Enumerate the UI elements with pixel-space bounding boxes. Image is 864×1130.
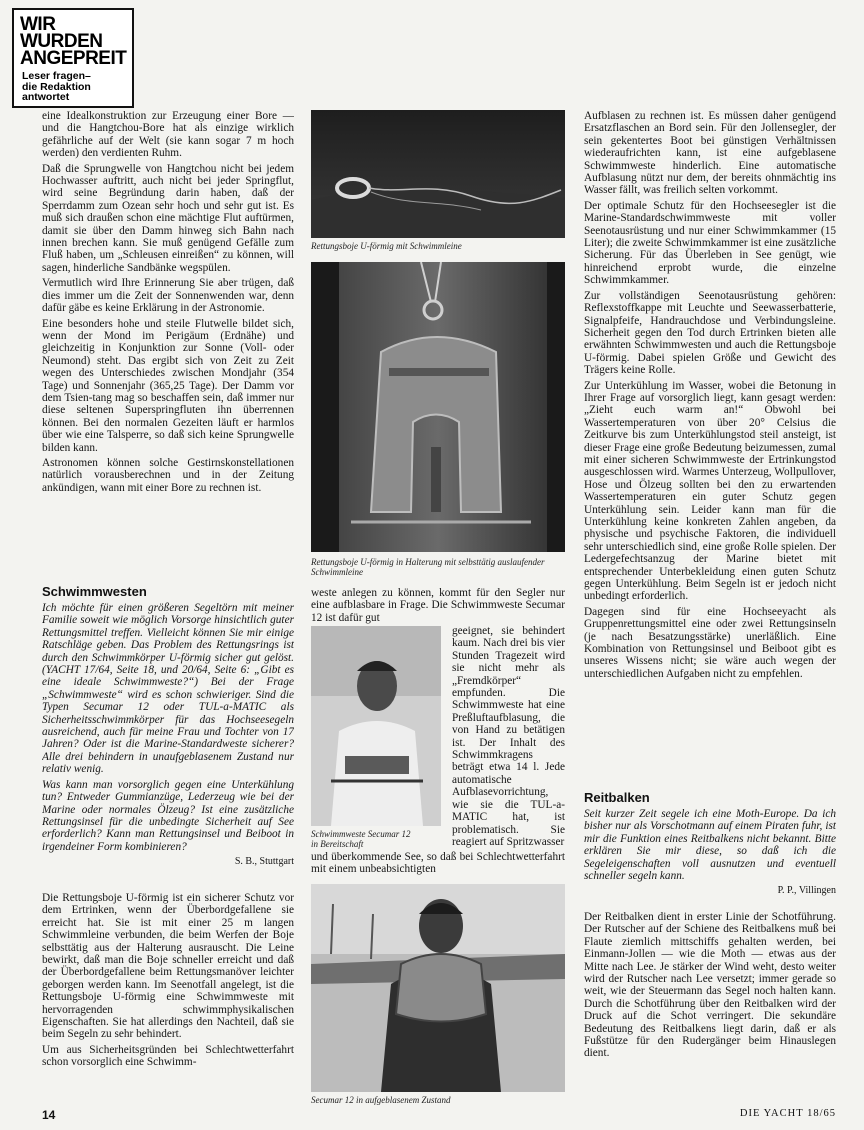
paragraph: Um aus Sicherheitsgründen bei Schlechtwetterfahrt schon vorsorglich eine Schwimm-: [42, 1043, 294, 1069]
paragraph: Der Reitbalken dient in erster Linie der Schotführung. Der Rutscher auf der Schiene des Reitbalkens muß bei Flaute ziemlich mittschiffs gehalten werden, bei Einmann-Jollen — wie die Moth — etwas aus der Mitte nach Lee. Je stärker der Wind weht, desto weiter wird der Rutscher nach Lee versetzt; immer gerade so weit, wie der Steuermann das Segel noch halten kann. Durch die Schotführung über den Reitbalken wird der Druck auf die Schot verringert. Die sekundäre Bedeutung des Reitbalkens liegt darin, daß er als Fußstütze für den Rudergänger beim Hinauslegen dient.: [584, 911, 836, 1060]
answer-schwimmwesten-start: [42, 892, 294, 1107]
paragraph: Der optimale Schutz für den Hochseesegler ist die Marine-Standardschwimmweste mit voller Seenotausrüstung und nur einer Schwimmkammer (15 Liter); die zweite Schwimmkammer ist eine zusätzliche Sicherung. Für das Überleben in See genügt, wie hinreichend erprobt wurde, die einzelne Schwimmkammer.: [584, 199, 836, 287]
paragraph: Vermutlich wird Ihre Erinnerung Sie aber trügen, daß dies immer um die Zeit der Sonnenwenden war, denn dafür gäbe es keine Erklärung in der Astronomie.: [42, 277, 294, 315]
reader-question-reitbalken: [584, 808, 836, 904]
paragraph: Eine besonders hohe und steile Flutwelle bildet sich, wenn der Mond im Perigäum (Erdnähe) und gleichzeitig in Konjunktion zur Sonne (Voll- oder Neumond) steht. Das ergibt sich von Zeit zu Zeit wegen des Unterschiedes zwischen Mondjahr (354 Tage) und Sonnenjahr (365,25 Tage). Der Damm vor dem Tsien-tang mag so beschaffen sein, daß immer nur diese seltenen Superspringfluten ihn überrennen können. Bei den normalen Gezeiten läuft er harmlos über wie eine Talsperre, so daß sich keine Sprungwelle bilden kann.: [42, 317, 294, 454]
caption-photo-4: Secumar 12 in aufgeblasenem Zustand: [311, 1095, 451, 1105]
signature: S. B., Stuttgart: [234, 856, 294, 868]
caption-photo-1: Rettungsboje U-förmig mit Schwimmleine: [311, 241, 462, 251]
brand-title-line-3: ANGEPREIT: [20, 48, 127, 69]
paragraph: Astronomen können solche Gestirnskonstellationen natürlich vorausberechnen und in der Zeitung ankündigen, wann mit einer Bore zu rechnen ist.: [42, 456, 294, 494]
reader-question-schwimmwesten: [42, 602, 294, 870]
paragraph: Zur vollständigen Seenotausrüstung gehören: Reflexstoffkappe mit Leuchte und Seewasserbatterie, Signalpfeife, Handrauchdose und Verbindungsleine. Sicherheit gegen den Tod durch Ertrinken bieten alle erwähnten Schwimmwesten und auch die Rettungsboje U-förmig. Dabei spielen Größe und Gewicht des Trägers keine Rolle.: [584, 289, 836, 377]
caption-line: in Bereitschaft: [311, 839, 364, 849]
paragraph: Dagegen sind für eine Hochseeyacht als Gruppenrettungsmittel eine oder zwei Rettungsinseln (je nach Besatzungsstärke) unerläßlich. Eine Kombination von Rettungsinsel und Beiboot gibt es unseres Wissens nicht; sie wäre auch wegen der unterschiedlichen Aufgaben nicht zu empfehlen.: [584, 605, 836, 680]
column-brand-box: [12, 8, 134, 108]
column-3-top: [584, 110, 836, 762]
answer-reitbalken: [584, 911, 836, 1103]
section-heading-reitbalken: Reitbalken: [584, 790, 650, 805]
photo-secumar-aufgeblasen: [311, 884, 565, 1092]
brand-subtitle-line-1: Leser fragen–: [22, 70, 91, 82]
buoy-in-mount-image: [311, 262, 565, 552]
paragraph: eine Idealkonstruktion zur Erzeugung einer Bore — und die Hangtchou-Bore hat als einzige wirklich gefährliche auf der Welt (sie kann sogar 7 m hoch werden) den verdienten Ruhm.: [42, 110, 294, 160]
man-with-inflated-vest-image: [311, 884, 565, 1092]
column-1-top: [42, 110, 294, 542]
brand-title-line-1: WIR: [20, 14, 56, 35]
paragraph: geeignet, sie behindert kaum. Nach drei bis vier Stunden Tragezeit wird sie nicht mehr als „Fremdkörper“ empfunden. Die Schwimmweste hat eine Preßluftaufblasung, die von Hand zu betätigen ist. Der Inhalt des Schwimmkragens beträgt etwa 14 l. Jede automatische Aufblasevorrichtung, wie sie die TUL-a-MATIC hat, ist problematisch. Sie reagiert auf Spritzwasser: [452, 625, 565, 848]
paragraph: und überkommende See, so daß bei Schlechtwetterfahrt mit einem unbeabsichtigten: [311, 851, 565, 876]
column-2-text-bottom: [311, 851, 565, 877]
question-paragraph: Was kann man vorsorglich gegen eine Unterkühlung tun? Entweder Gummianzüge, Lederzeug wie bei der Marine oder normales Ölzeug? Ist eine zusätzliche Rettungsinsel für die unbedingte Sicherheit auf See erforderlich? Kann man Rettungsinsel und Beiboot in irgendeiner Form kombinieren?: [42, 778, 294, 853]
caption-photo-3: [311, 829, 441, 849]
page-number: 14: [42, 1108, 56, 1122]
magazine-footer: DIE YACHT 18/65: [739, 1108, 836, 1119]
ring-buoy-on-deck-image: [311, 110, 565, 238]
paragraph: Daß die Sprungwelle von Hangtchou nicht bei jedem Hochwasser auftritt, auch nicht bei jeder Springflut, wird seine Begründung darin haben, daß der Sperrdamm zum Ozean sehr hoch und sehr gut ist. Es muß sich draußen schon eine mächtige Flut auftürmen, damit sie über den Damm hinweg sich Bahn nach innen brechen kann. Sie muß genügend Gefälle zum Fluß haben, um „Schleusen einreißen“ zu können, will sagen, hinderliche Sandbänke wegspülen.: [42, 162, 294, 274]
paragraph: weste anlegen zu können, kommt für den Segler nur eine aufblasbare in Frage. Die Schwimmweste Secumar 12 ist dafür gut: [311, 587, 565, 624]
brand-subtitle: [22, 71, 132, 103]
man-with-vest-image: [311, 626, 441, 826]
brand-subtitle-line-2: die Redaktion: [22, 80, 91, 93]
question-paragraph: Ich möchte für einen größeren Segeltörn mit meiner Familie soweit wie möglich Vorsorge hinsichtlich guter Rettungsmittel treffen. Vielleicht können Sie mir einige Ratschläge geben. Das Problem des Rettungsrings ist durch den Schwimmkörper U-förmig sicher gut gelöst. (YACHT 17/64, Seite 18, und 20/64, Seite 6: „Gibt es eine ideale Schwimmweste?“) Bei der Frage „Schwimmweste“ wird es schon schwieriger. Sind die Typen Secumar 12 oder TUL-a-MATIC als Sicherheitsschwimmkörper für das Hochseesegeln ausreichend, auch für meine Frau und Tochter von 17 Jahren? Oder ist die Marine-Standardweste sicherer? Alle drei behindern in unaufgeblasenem Zustand nur relativ wenig.: [42, 602, 294, 776]
photo-rettungsboje-schwimmleine: [311, 110, 565, 238]
section-heading-schwimmwesten: Schwimmwesten: [42, 584, 147, 599]
signature: P. P., Villingen: [777, 885, 836, 897]
paragraph: Zur Unterkühlung im Wasser, wobei die Betonung in Ihrer Frage auf vorsorglich liegt, kann gesagt werden: „Zieht euch warm an!“ Obwohl bei Wassertemperaturen von über 20° Celsius die Zeitkurve bis zum Unterkühlungstod steil ansteigt, ist dieser Frage eine große Bedeutung beizumessen, zumal mit einer sicheren Schwimmweste der Ertrinkungstod ausgeschlossen wird. Warmes Unterzeug, Wollpullover, Hose und Ölzeug sollten bei den zu erwartenden Wassertemperaturen ein guter Schutz gegen Unterkühlung sein. Leider kann man für die Unterkühlung keine konkreten Zahlen angeben, da physische und psychische Faktoren, die individuell sehr unterschiedlich sind, eine große Rolle spielen. Der Ledergefechtsanzug der Marine bietet mit entsprechender Unterbekleidung einen guten Schutz gegen Unterkühlung. Beim Segeln ist er jedoch nicht unbedingt erforderlich.: [584, 379, 836, 603]
question-paragraph: Seit kurzer Zeit segele ich eine Moth-Europe. Da ich bisher nur als Vorschotmann auf einem Piraten fuhr, ist mir die Funktion eines Reitbalkens nicht bekannt. Bitte erklären Sie mir diese, so daß ich die Segeleigenschaften voll ausnutzen und eventuell schneller segeln kann.: [584, 808, 836, 883]
caption-photo-2: Rettungsboje U-förmig in Halterung mit selbsttätig auslaufender Schwimmleine: [311, 557, 545, 577]
paragraph: Aufblasen zu rechnen ist. Es müssen daher genügend Ersatzflaschen an Bord sein. Für den Jollensegler, der sein gekentertes Boot bei günstigen Verhältnissen wiederaufrichten kann, ist eine aufgeblasene Schwimmweste hinderlich. Eine automatische Aufblasung nützt nur dem, der bereits ohnmächtig ins Wasser fällt, was freilich selten vorkommt.: [584, 110, 836, 197]
column-2-text-narrow: [452, 625, 565, 850]
paragraph: Die Rettungsboje U-förmig ist ein sicherer Schutz vor dem Ertrinken, wenn der Überbordgefallene sie erreicht hat. Sie ist mit einer 25 m langen Schwimmleine verbunden, die beim Werfen der Boje selbsttätig aus der Halterung ausrauscht. Die Leine bewirkt, daß man die Boje schneller erreicht und daß der Überbordgefallene beim Rettungsmanöver leichter geborgen werden kann. Im Seenotfall angelegt, ist die Rettungsboje U-förmig eine Schwimmweste mit hervorragenden schwimmphysikalischen Eigenschaften. Sie hat allerdings den Nachteil, daß sie beim Segeln zu sehr behindert.: [42, 892, 294, 1041]
brand-title-line-2: WURDEN: [20, 31, 103, 52]
column-2-text-top: [311, 587, 565, 624]
photo-rettungsboje-halterung: [311, 262, 565, 552]
photo-secumar-bereitschaft: [311, 626, 441, 826]
brand-subtitle-line-3: antwortet: [22, 91, 70, 103]
caption-line: Schwimmweste Secumar 12: [311, 829, 411, 839]
